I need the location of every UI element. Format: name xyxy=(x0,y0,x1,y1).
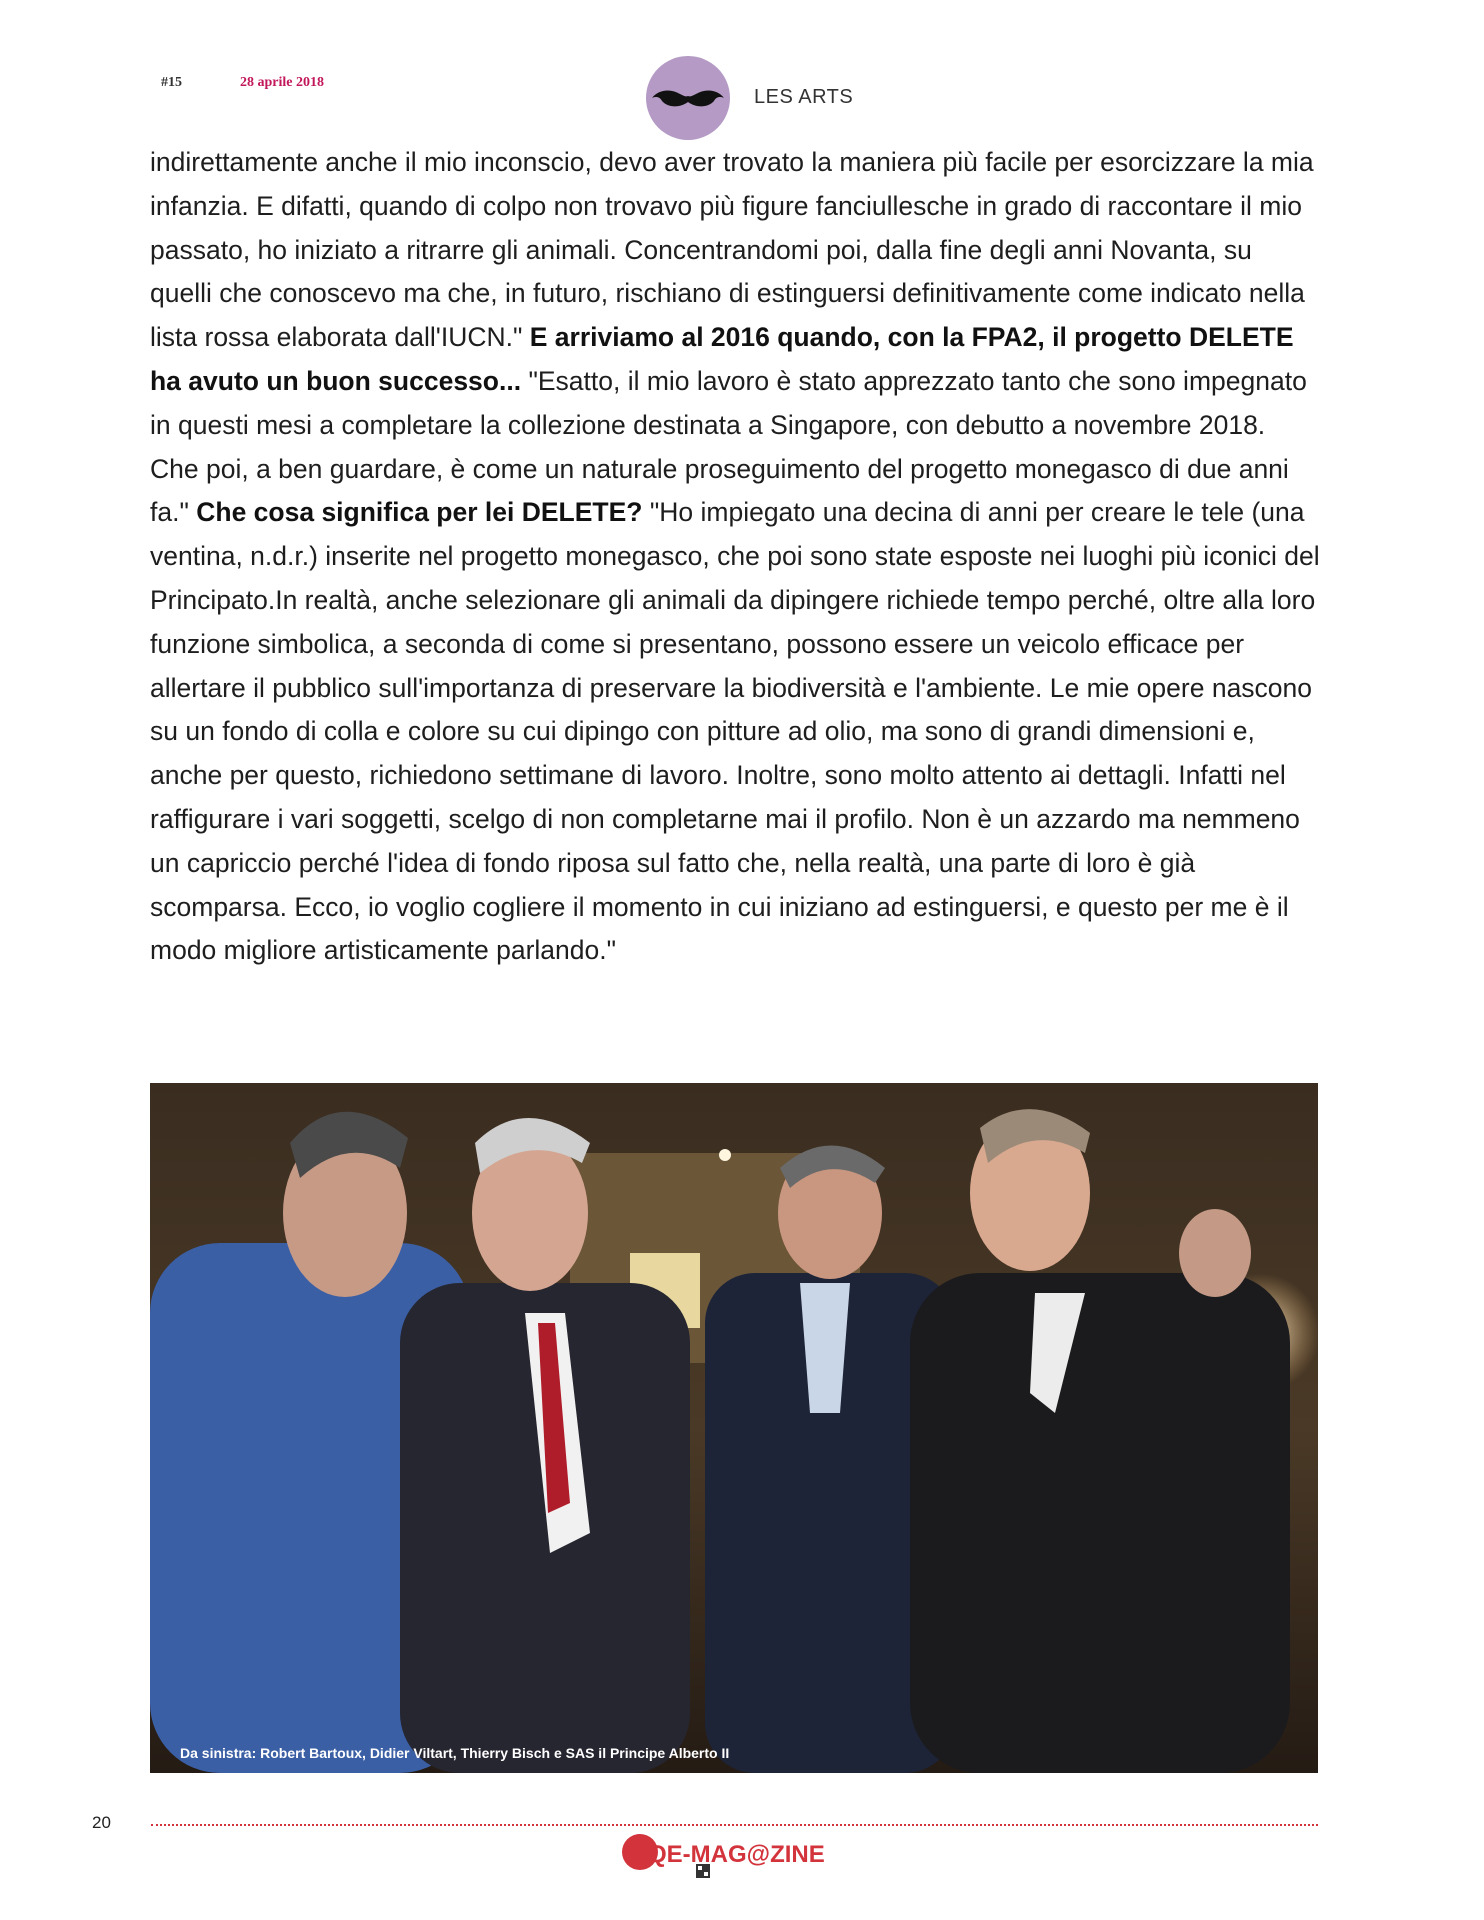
issue-date: 28 aprile 2018 xyxy=(240,75,324,90)
photo-caption: Da sinistra: Robert Bartoux, Didier Viltart, Thierry Bisch e SAS il Principe Alberto II xyxy=(180,1745,730,1761)
article-paragraph: "Esatto, il mio lavoro è stato apprezzato tanto che sono impegnato in questi mesi a completare la collezione destinata a Singapore, con debutto a novembre 2018. Che poi, a ben guardare, è come un naturale proseguimento del progetto monegasco di due anni fa." xyxy=(150,365,1307,528)
interview-question: E arriviamo al 2016 quando, con la FPA2, il progetto DELETE ha avuto un buon successo... xyxy=(150,322,1294,396)
interview-question: Che cosa significa per lei DELETE? xyxy=(196,497,643,528)
photo-illustration xyxy=(150,1083,1318,1773)
mustache-logo xyxy=(646,56,730,140)
article-body xyxy=(150,141,1320,973)
footer-divider xyxy=(151,1824,1318,1826)
magazine-logo-text: QE-MAG@ZINE xyxy=(648,1841,825,1868)
magazine-logo xyxy=(618,1830,828,1882)
article-paragraph: indirettamente anche il mio inconscio, devo aver trovato la maniera più facile per esorcizzare la mia infanzia. E difatti, quando di colpo non trovavo più figure fanciullesche in grado di raccontare il mio passato, ho iniziato a ritrarre gli animali. Concentrandomi poi, dalla fine degli anni Novanta, su quelli che conoscevo ma che, in futuro, rischiano di estinguersi definitivamente come indicato nella lista rossa elaborata dall'IUCN." xyxy=(150,147,1314,353)
section-label: LES ARTS xyxy=(754,86,854,108)
page-number: 20 xyxy=(92,1813,111,1832)
issue-number: #15 xyxy=(161,75,182,90)
article-paragraph: "Ho impiegato una decina di anni per creare le tele (una ventina, n.d.r.) inserite nel progetto monegasco, che poi sono state esposte nei luoghi più iconici del Principato.In realtà, anche selezionare gli animali da dipingere richiede tempo perché, oltre alla loro funzione simbolica, a seconda di come si presentano, possono essere un veicolo efficace per allertare il pubblico sull'importanza di preservare la biodiversità e l'ambiente. Le mie opere nascono su un fondo di colla e colore su cui dipingo con pitture ad olio, ma sono di grandi dimensioni e, anche per questo, richiedono settimane di lavoro. Inoltre, sono molto attento ai dettagli. Infatti nel raffigurare i vari soggetti, scelgo di non completarne mai il profilo. Non è un azzardo ma nemmeno un capriccio perché l'idea di fondo riposa sul fatto che, nella realtà, una parte di loro è già scomparsa. Ecco, io voglio cogliere il momento in cui iniziano ad estinguersi, e questo per me è il modo migliore artisticamente parlando." xyxy=(150,497,1320,966)
event-photo xyxy=(150,1083,1318,1773)
